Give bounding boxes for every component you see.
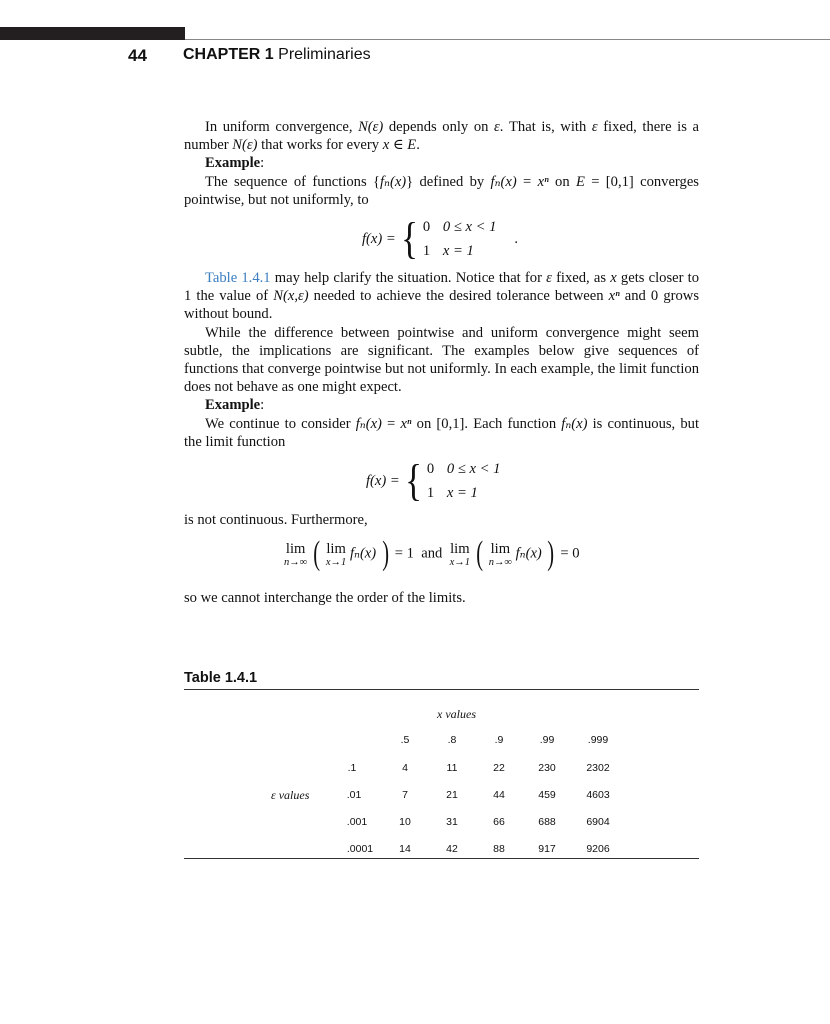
example-label-2: Example: xyxy=(205,397,265,414)
x-header: .99 xyxy=(539,734,555,746)
eps-value: .1 xyxy=(347,762,357,774)
limit-equation: lim n→∞ ( lim x→1 fₙ(x) ) = 1 and lim x→1 ( lim n→∞ fₙ(x) ) = 0 xyxy=(284,535,580,573)
header-bar xyxy=(0,27,185,40)
table-cell: 6904 xyxy=(586,816,610,828)
table-cell: 4603 xyxy=(586,789,610,801)
table-cell: 917 xyxy=(538,843,556,855)
paragraph-table-ref: Table 1.4.1 may help clarify the situation. Notice that for ε fixed, as x gets closer to 1 the value of N(x,ε) needed to achieve the desired tolerance between xⁿ and 0 grows without bound. xyxy=(184,270,699,323)
table-link[interactable]: Table 1.4.1 xyxy=(205,270,271,287)
table-cell: 2302 xyxy=(586,762,610,774)
x-header: .8 xyxy=(447,734,457,746)
x-header: .9 xyxy=(494,734,504,746)
body-text xyxy=(184,118,699,607)
function-label: f(x) = xyxy=(362,230,396,247)
paragraph-not-continuous: is not continuous. Furthermore, xyxy=(184,512,368,529)
table-cell: 10 xyxy=(399,816,411,828)
table-cell: 11 xyxy=(446,762,458,774)
eps-value: .01 xyxy=(346,789,362,801)
table-cell: 7 xyxy=(402,789,408,801)
table-cell: 42 xyxy=(446,843,458,855)
table-cell: 459 xyxy=(538,789,556,801)
paragraph-conclusion: so we cannot interchange the order of the limits. xyxy=(184,590,466,607)
eps-value: .001 xyxy=(346,816,368,828)
paragraph-implications: While the difference between pointwise and uniform convergence might seem subtle, the implications are significant. The examples below give sequences of functions that converge pointwise but not uniformly. In each example, the limit function does not behave as one might expect. xyxy=(184,324,699,396)
paragraph-example-2: We continue to consider fₙ(x) = xⁿ on [0,1]. Each function fₙ(x) is continuous, but the limit function xyxy=(184,415,700,450)
header-rule xyxy=(185,39,830,40)
piecewise-equation-1 xyxy=(184,212,699,266)
cases: 0 0 ≤ x < 1 1 x = 1 xyxy=(426,461,501,501)
table-cell: 9206 xyxy=(586,843,610,855)
function-label: f(x) = xyxy=(366,472,400,489)
example-label: Example: xyxy=(205,155,265,172)
table-cell: 688 xyxy=(538,816,556,828)
table-cell: 230 xyxy=(538,762,556,774)
table-bottom-rule xyxy=(184,858,699,859)
cases: 0 0 ≤ x < 1 1 x = 1 xyxy=(422,219,497,259)
x-values-label: x values xyxy=(437,707,476,721)
table-cell: 66 xyxy=(493,816,505,828)
paragraph-uniform-convergence: In uniform convergence, N(ε) depends only on ε. That is, with ε fixed, there is a number N(ε) that works for every x ∈ E. xyxy=(184,119,699,154)
equation-period: . xyxy=(514,230,519,247)
chapter-heading xyxy=(183,46,371,64)
table-cell: 22 xyxy=(493,762,505,774)
brace-symbol: { xyxy=(404,456,422,506)
table-cell: 21 xyxy=(446,789,458,801)
x-header: .5 xyxy=(400,734,410,746)
table-cell: 88 xyxy=(493,843,505,855)
table-cell: 44 xyxy=(493,789,505,801)
table-top-rule xyxy=(184,689,699,690)
eps-values-label: ε values xyxy=(271,788,310,802)
table-cell: 4 xyxy=(402,762,408,774)
table-cell: 14 xyxy=(399,843,411,855)
paragraph-example-1: The sequence of functions {fₙ(x)} defined by fₙ(x) = xⁿ on E = [0,1] converges pointwise, but not uniformly, to xyxy=(184,173,699,208)
x-header: .999 xyxy=(587,734,609,746)
table-cell: 31 xyxy=(446,816,458,828)
eps-value: .0001 xyxy=(346,843,374,855)
page-number: 44 xyxy=(128,46,147,65)
brace-symbol: { xyxy=(400,214,418,264)
chapter-title: Preliminaries xyxy=(278,46,371,63)
table-title: Table 1.4.1 xyxy=(184,670,258,686)
piecewise-equation-2 xyxy=(184,454,699,508)
chapter-label: CHAPTER 1 xyxy=(183,46,274,63)
